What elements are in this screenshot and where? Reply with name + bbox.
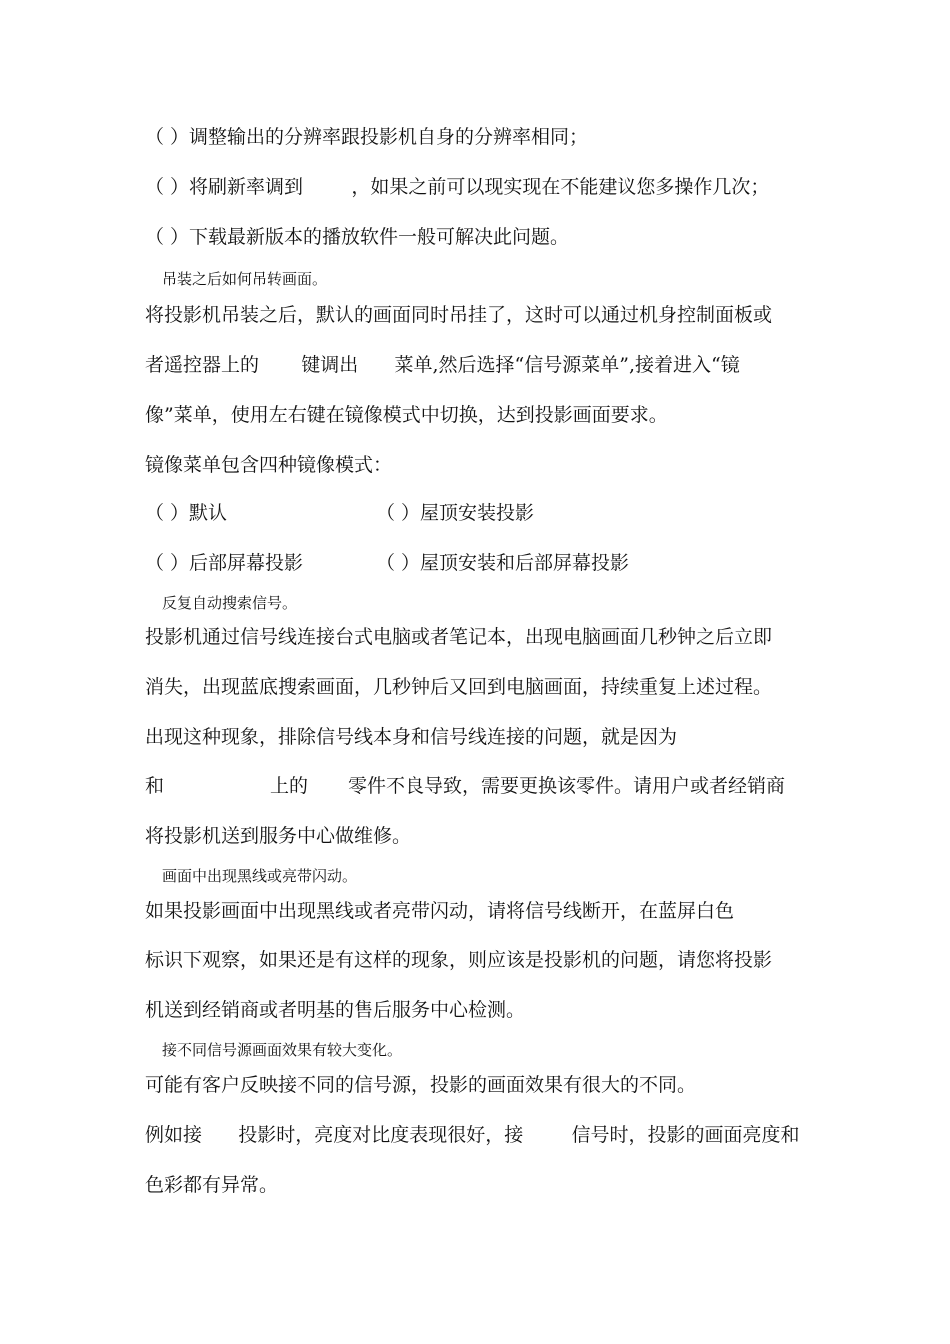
mirror-mode-ceiling-rear: （ ）屋顶安装和后部屏幕投影 <box>376 552 630 574</box>
paragraph-line: 机送到经销商或者明基的售后服务中心检测。 <box>145 999 526 1021</box>
paragraph-line: 出现这种现象，排除信号线本身和信号线连接的问题，就是因为 <box>145 726 678 748</box>
paragraph-line: 消失，出现蓝底搜索画面，几秒钟后又回到电脑画面，持续重复上述过程。 <box>145 676 773 698</box>
list-item-refresh-rate: （ ）将刷新率调到 ，如果之前可以现实现在不能建议您多操作几次； <box>145 176 770 198</box>
paragraph-line: 像”菜单，使用左右键在镜像模式中切换，达到投影画面要求。 <box>145 404 668 426</box>
mirror-mode-ceiling: （ ）屋顶安装投影 <box>376 502 535 524</box>
mirror-mode-default: （ ）默认 <box>145 502 228 524</box>
paragraph-line: 者遥控器上的 键调出 菜单,然后选择“信号源菜单”,接着进入“镜 <box>145 354 740 376</box>
list-item-update-software: （ ）下载最新版本的播放软件一般可解决此问题。 <box>145 226 570 248</box>
paragraph-line: 例如接 投影时，亮度对比度表现很好，接 信号时，投影的画面亮度和 <box>145 1124 800 1146</box>
paragraph-line-split <box>145 773 825 799</box>
text-segment: 和 <box>145 775 165 797</box>
section-heading-signal-sources: 接不同信号源画面效果有较大变化。 <box>162 1041 403 1059</box>
paragraph-line: 将投影机吊装之后，默认的画面同时吊挂了，这时可以通过机身控制面板或 <box>145 304 773 326</box>
section-heading-ceiling-mount: 吊装之后如何吊转画面。 <box>162 270 328 288</box>
paragraph-line: 投影机通过信号线连接台式电脑或者笔记本，出现电脑画面几秒钟之后立即 <box>145 626 773 648</box>
list-item-resolution: （ ）调整输出的分辨率跟投影机自身的分辨率相同； <box>145 126 589 148</box>
section-heading-signal-search: 反复自动搜索信号。 <box>162 594 298 612</box>
paragraph-line: 标识下观察，如果还是有这样的现象，则应该是投影机的问题，请您将投影 <box>145 949 773 971</box>
paragraph-line: 镜像菜单包含四种镜像模式： <box>145 454 393 476</box>
text-segment: 上的 <box>270 775 309 797</box>
paragraph-line: 如果投影画面中出现黑线或者亮带闪动，请将信号线断开，在蓝屏白色 <box>145 900 735 922</box>
paragraph-line: 色彩都有异常。 <box>145 1174 279 1196</box>
mirror-mode-rear: （ ）后部屏幕投影 <box>145 552 304 574</box>
paragraph-line: 将投影机送到服务中心做维修。 <box>145 825 412 847</box>
section-heading-black-lines: 画面中出现黑线或亮带闪动。 <box>162 867 358 885</box>
text-segment: 零件不良导致，需要更换该零件。请用户或者经销商 <box>348 775 786 797</box>
paragraph-line: 可能有客户反映接不同的信号源，投影的画面效果有很大的不同。 <box>145 1074 697 1096</box>
